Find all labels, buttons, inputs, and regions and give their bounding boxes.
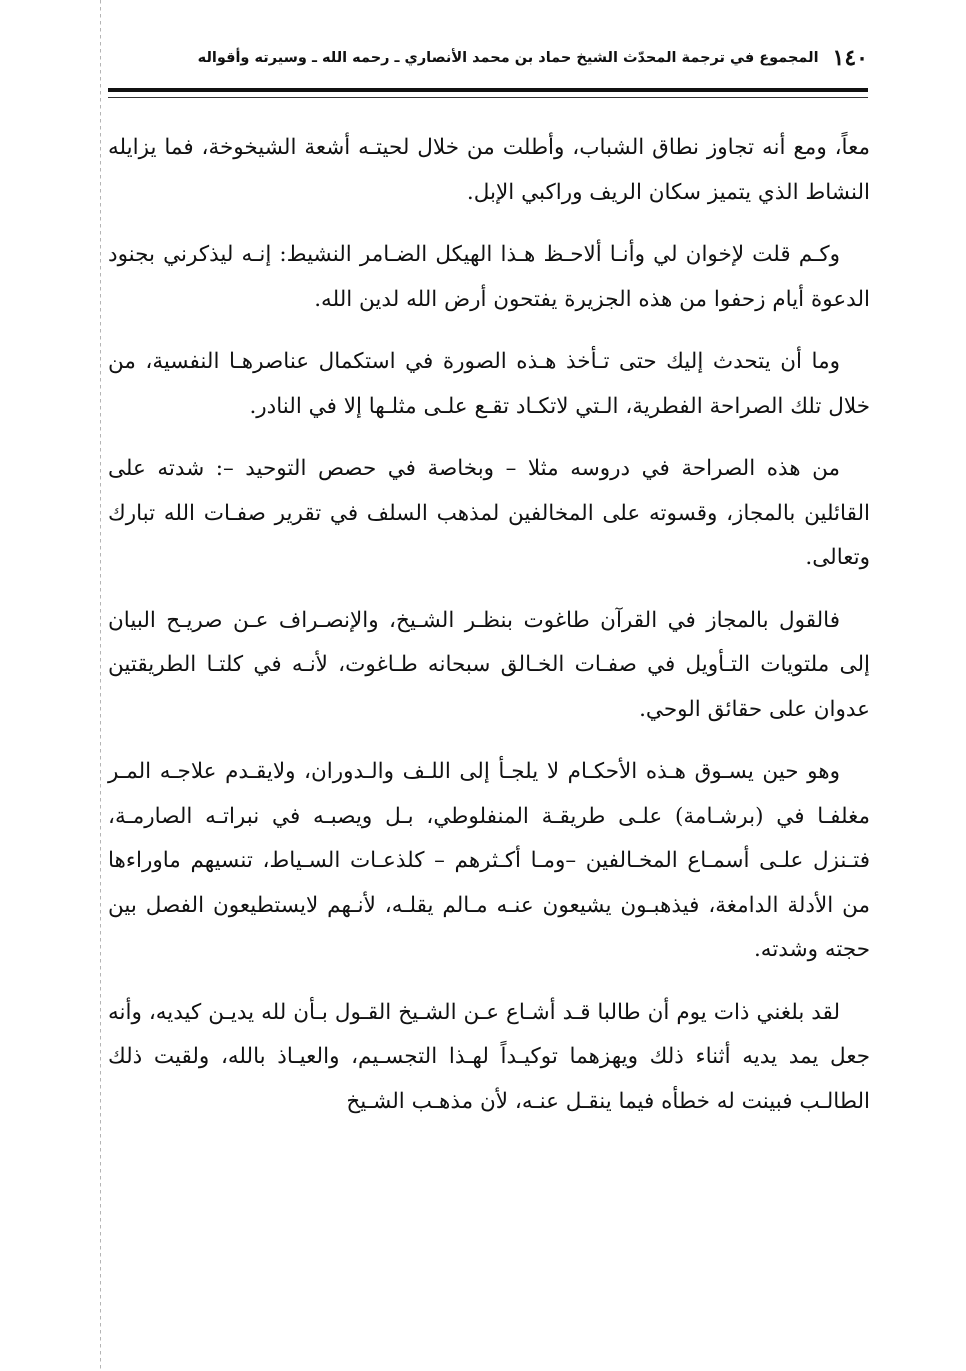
paragraph-3: وما أن يتحدث إليك حتى تـأخذ هـذه الصورة في استكمال عناصرهـا النفسية، من خلال تلك الصراحة الفطرية، الـتي لاتكـاد تقـع علـى مثلـها إلا في النادر. xyxy=(108,349,870,419)
paragraph-6: وهو حين يسـوق هـذه الأحكـام لا يلجـأ إلى اللـف والـدوران، ولايقـدم علاجـه المـر مغلفـا في (برشـامة) علـى طريقـة المنفلوطي، بـل ويصبـه في نبراتـه الصارمـة، فتـنزل علـى أسمـاع المخـالفين –ومـا أكـثرهم – كلذعـات السـياط، تنسيهم ماوراءها من الأدلة الدامغة، فيذهبـون يشيعون عنـه مـالم يقلـه، لأنـهم لايستطيعون الفصل بين حجته وشدته. xyxy=(108,759,870,962)
header-rule-thin xyxy=(108,97,868,98)
header-rule-thick xyxy=(108,88,868,92)
running-title: المجموع في ترجمة المحدّث الشيخ حماد بن محمد الأنصاري ـ رحمه الله ـ وسيرته وأقواله xyxy=(197,50,819,66)
body-text xyxy=(108,126,870,1142)
scan-edge-line xyxy=(100,0,101,1371)
paragraph-4: من هذه الصراحة في دروسه مثلا – وبخاصة في حصص التوحيد –: شدته على القائلين بالمجاز، وقسوته على المخالفين لمذهب السلف في تقرير صفـات الله تبارك وتعالى. xyxy=(108,456,870,570)
paragraph-5: فالقول بالمجاز في القرآن طاغوت بنظـر الشـيخ، والإنصـراف عـن صريـح البيان إلى ملتويات التـأويل في صفـات الخـالق سبحانه طـاغوت، لأنـه في كلتـا الطريقتين عدوان على حقائق الوحي. xyxy=(108,607,870,722)
paragraph-7: لقد بلغني ذات يوم أن طالبا قـد أشـاع عـن الشـيخ القـول بـأن لله يديـن كيديه، وأنه جعل يمد يديه أثناء ذلك ويهزهما توكيـداً لهـذا التجسـيم، والعيـاذ بالله، ولقيت ذلك الطالـب فبينت له خطأه فيما ينقـل عنـه، لأن مذهـب الشـيخ xyxy=(108,999,870,1114)
paragraph-1: معاً، ومع أنه تجاوز نطاق الشباب، وأطلت من خلال لحيتـه أشعة الشيخوخة، فما يزايله النشاط الذي يتميز سكان الريف وراكبي الإبل. xyxy=(108,135,870,205)
paragraph-2: وكـم قلت لإخوان لي وأنـا ألاحـظ هـذا الهيكل الضـامر النشيط: إنـه ليذكرني بجنود الدعوة أيام زحفوا من هذه الجزيرة يفتحون أرض الله لدين الله. xyxy=(108,242,870,312)
page-header xyxy=(140,38,868,78)
page-number: ١٤٠ xyxy=(832,45,868,71)
